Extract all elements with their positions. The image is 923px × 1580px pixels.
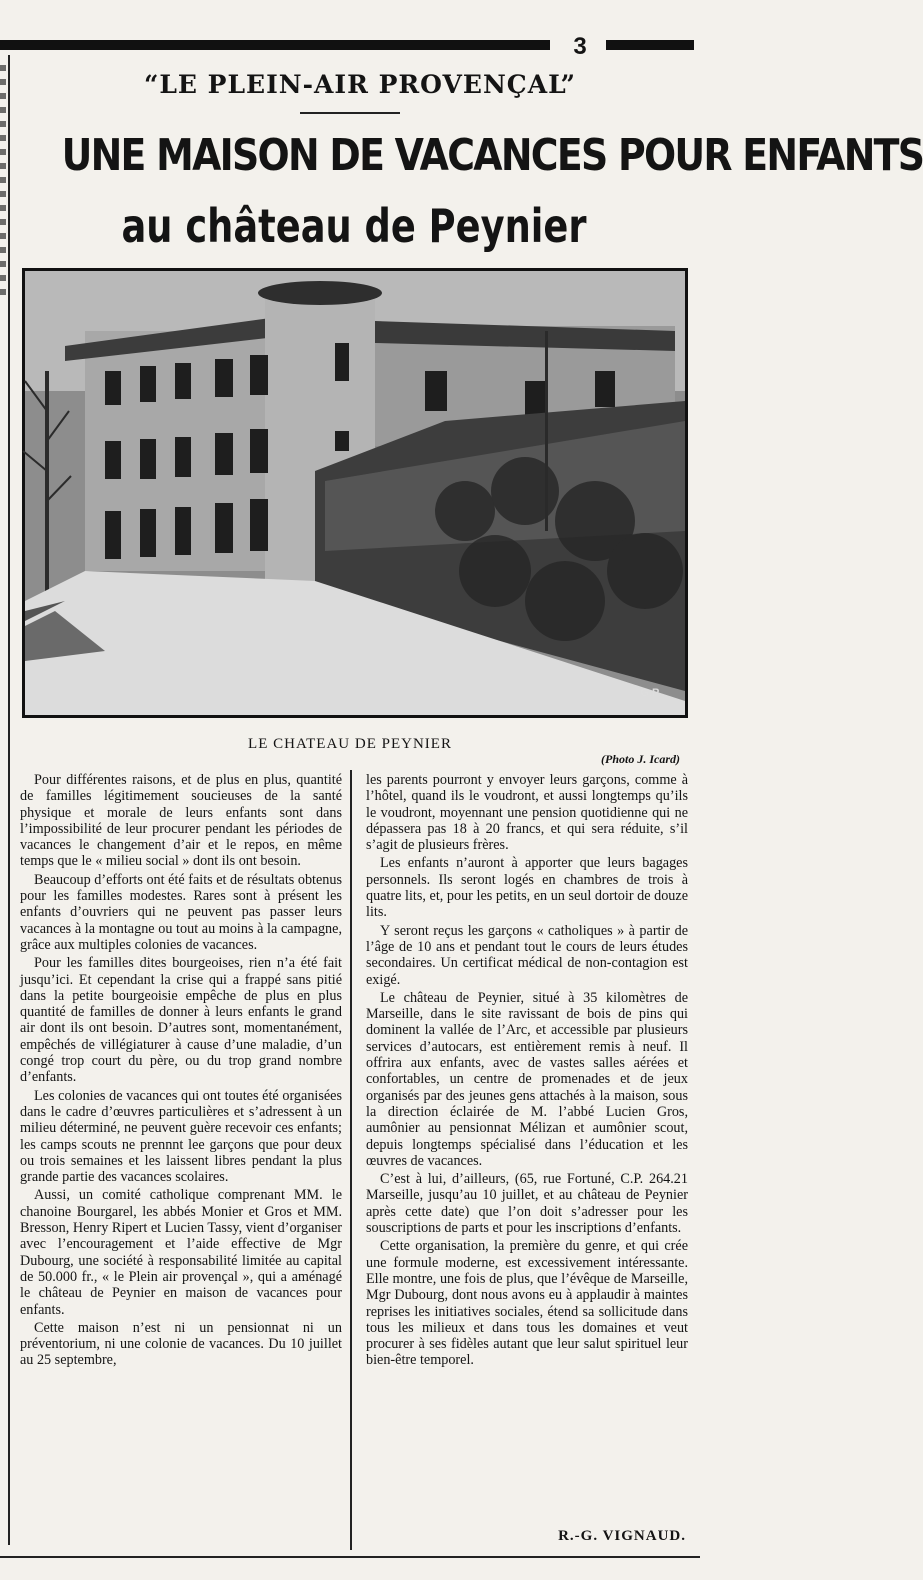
paragraph: les parents pourront y envoyer leurs garçons, comme à l’hôtel, quand ils le voudront, et aussi longtemps qu’ils le voudront, moyennant une pension quotidienne qui ne dépassera pas 18 à 20 francs, et qui sera réduite, s’il s’agit de plusieurs frères. [366, 772, 688, 854]
paragraph: Pour les familles dites bourgeoises, rien n’a été fait jusqu’ici. Et cependant la crise qui a frappé sans pitié dans la petite bourgeoisie empêche de plus en plus quantité de familles de donner à leurs enfants le grand air dont ils ont besoin. D’autres sont, momentanément, empêchés de villégiaturer à cause d’une maladie, d’un congé trop court du père, ou du trop grand nombre d’enfants. [20, 955, 342, 1086]
article-subheadline: au château de Peynier [121, 199, 587, 253]
paragraph: Beaucoup d’efforts ont été faits et de résultats obtenus pour les familles modestes. Rares sont à présent les enfants d’ouvriers qui ne peuvent pas passer leurs vacances à la montagne ou tout au moins à la campagne, grâce aux multiples colonies de vacances. [20, 871, 342, 953]
author-signature: R.-G. VIGNAUD. [558, 1528, 686, 1544]
top-rule-right [606, 40, 694, 50]
chateau-photo [22, 268, 688, 718]
column-divider [350, 770, 352, 1550]
paragraph: Cette maison n’est ni un pensionnat ni un préventorium, ni une colonie de vacances. Du 10 juillet au 25 septembre, [20, 1319, 342, 1369]
paragraph: Aussi, un comité catholique comprenant MM. le chanoine Bourgarel, les abbés Monier et Gros et MM. Bresson, Henry Ripert et Lucien Tassy, vient d’organiser avec l’encouragement et l’aide effective de Mgr Dubourg, une société à responsabilité limitée au capital de 50.000 fr., « le Plein air provençal », qui a aménagé le château de Peynier en maison de vacances pour enfants. [20, 1187, 342, 1318]
photo-credit: (Photo J. Icard) [601, 752, 680, 766]
paragraph: Le château de Peynier, situé à 35 kilomètres de Marseille, dans le site ravissant de bois de pins qui dominent la vallée de l’Arc, et accessible par plusieurs services d’autocars, est entièrement remis à neuf. Il offrira aux enfants, avec de vastes salles aérées et confortables, un centre de promenades et de jeux organisés par des jeunes gens attachés à la maison, sous la direction éclairée de M. l’abbé Lucien Gros, aumônier au pensionnat Mélizan et aumônier scout, depuis longtemps spécialisé dans l’éducation et les œuvres de vacances. [366, 989, 688, 1169]
paragraph: Pour différentes raisons, et de plus en plus, quantité de familles légitimement soucieuses de la santé physique et morale de leurs enfants sont dans l’impossibilité de leur procurer pendant les périodes de vacances le changement d’air et le repos, en même temps que le « milieu social » dont ils ont besoin. [20, 772, 342, 870]
left-margin-rule [8, 55, 10, 1545]
page-number: 3 [573, 33, 587, 60]
article-kicker: “LE PLEIN-AIR PROVENÇAL” [143, 70, 577, 99]
chateau-photo-illustration [25, 271, 685, 715]
left-margin-fragment [0, 65, 6, 295]
bottom-rule [0, 1556, 700, 1558]
article-headline: UNE MAISON DE VACANCES POUR ENFANTS [61, 130, 923, 181]
photo-caption: LE CHATEAU DE PEYNIER [248, 736, 452, 752]
photo-corner-mark: G.P. [640, 687, 661, 699]
paragraph: Cette organisation, la première du genre, et qui crée une formule moderne, est excessivement intéressante. Elle montre, une fois de plus, que l’évêque de Marseille, Mgr Dubourg, dont nous avons eu à applaudir à maintes reprises les initiatives sociales, étend sa sollicitude dans tous les milieux et dans tous les domaines et veut procurer à ses fidèles autant que leur salut spirituel leur bien-être temporel. [366, 1238, 688, 1369]
top-rule-left [0, 40, 550, 50]
paragraph: Les colonies de vacances qui ont toutes été organisées dans le cadre d’œuvres particulières et s’adressent à un milieu déterminé, ne peuvent guère recevoir ces enfants; les camps scouts ne prennnt lee garçons que pour deux ou trois semaines et les laissent libres pendant la plus grande partie des vacances scolaires. [20, 1087, 342, 1186]
article-column-right [366, 772, 688, 1371]
paragraph: Les enfants n’auront à apporter que leurs bagages personnels. Ils seront logés en chambres de trois à quatre lits, et, pour les petits, en un seul dortoir de douze lits. [366, 855, 688, 921]
paragraph: Y seront reçus les garçons « catholiques » à partir de l’âge de 10 ans et pendant tout le cours de leurs études secondaires. Un certificat médical de non-contagion est exigé. [366, 922, 688, 988]
article-column-left [20, 772, 342, 1371]
kicker-divider [300, 112, 400, 114]
paragraph: C’est à lui, d’ailleurs, (65, rue Fortuné, C.P. 264.21 Marseille, jusqu’au 10 juillet, et au château de Peynier après cette date) que l’on doit s’adresser pour les souscriptions de parts et pour les inscriptions d’enfants. [366, 1171, 688, 1237]
